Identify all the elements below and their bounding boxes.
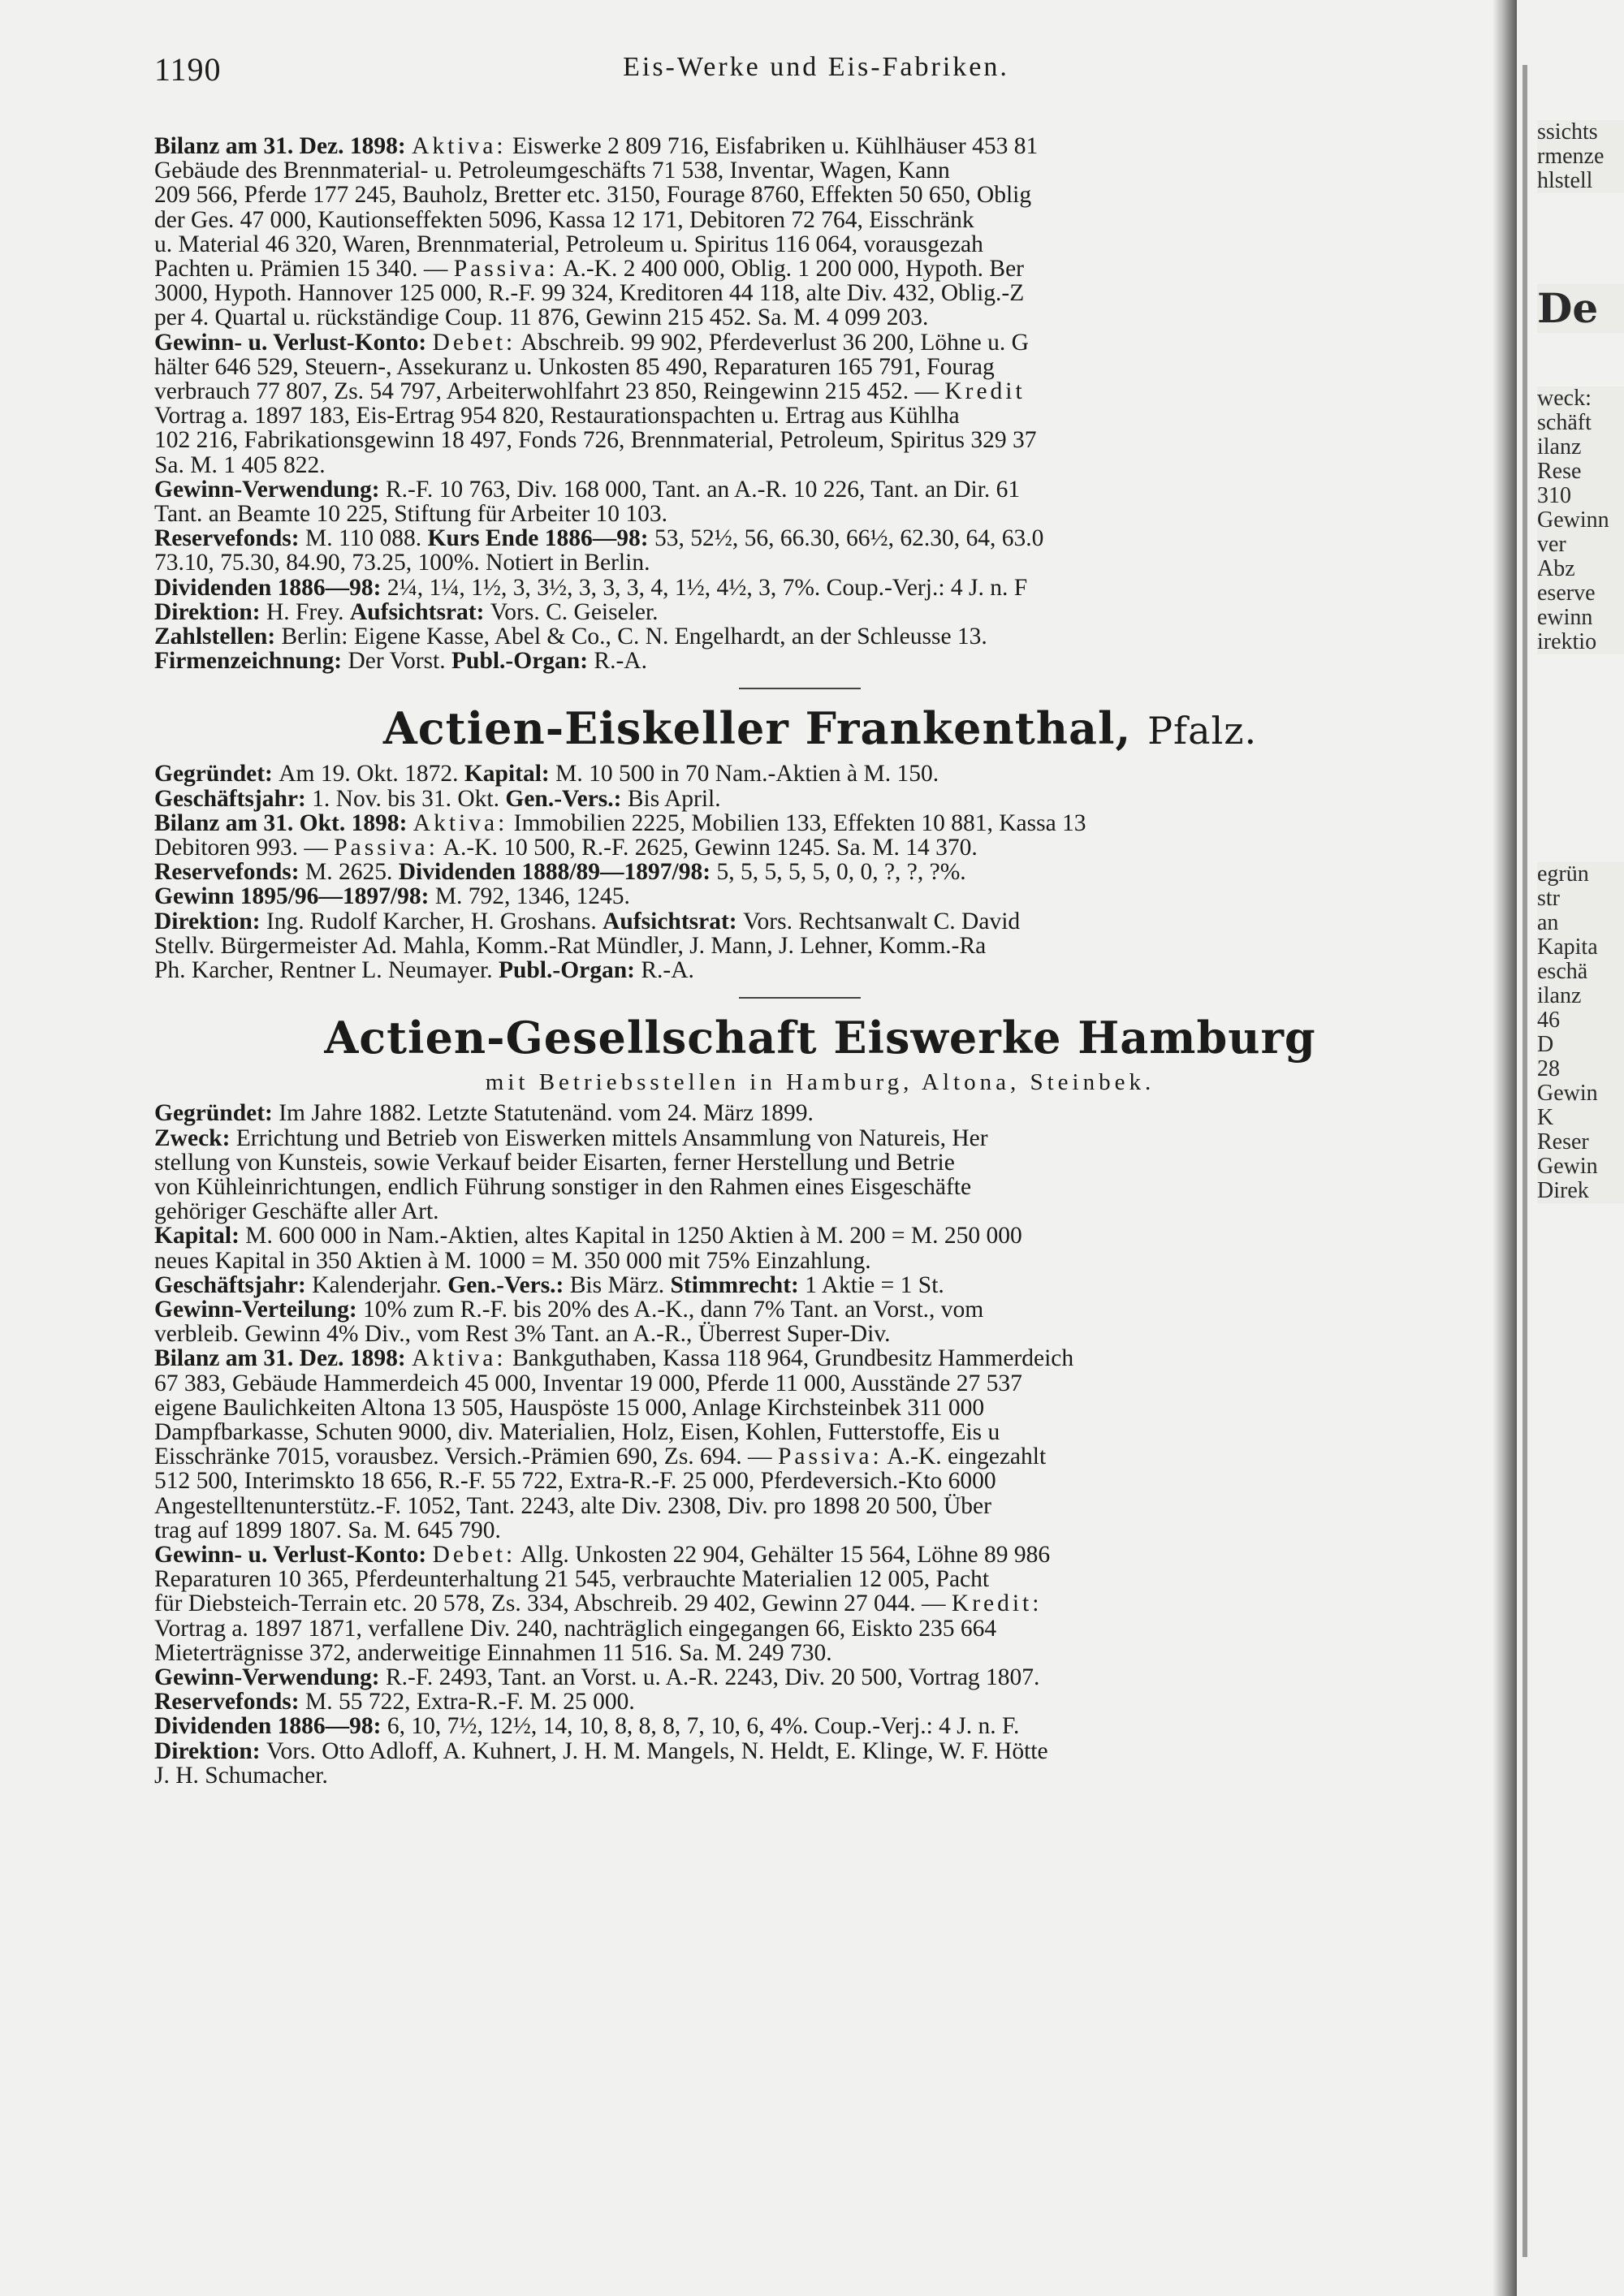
field-value: Bankguthaben, Kassa 118 964, Grundbesitz Hammerdeich [506, 1345, 1074, 1372]
account-label: Debet: [432, 329, 516, 356]
text-line [154, 1273, 1527, 1297]
field-label: Gewinn- u. Verlust-Konto: [154, 1541, 433, 1568]
text-line [154, 526, 1527, 550]
text-line [154, 860, 1527, 884]
text-line [154, 1199, 1527, 1224]
field-value: 2¼, 1¼, 1½, 3, 3½, 3, 3, 3, 4, 1½, 4½, 3, 7%. Coup.-Verj.: 4 J. n. F [387, 574, 1028, 601]
text-line [154, 281, 1527, 305]
page-header [154, 50, 1478, 91]
field-value: per 4. Quartal u. rückständige Coup. 11 876, Gewinn 215 452. Sa. M. 4 099 203. [154, 304, 929, 331]
text-line [154, 1616, 1527, 1641]
field-value: Mieterträgnisse 372, anderweitige Einnahmen 11 516. Sa. M. 249 730. [154, 1639, 832, 1666]
field-value: eigene Baulichkeiten Altona 13 505, Hauspöste 15 000, Anlage Kirchsteinbek 311 000 [154, 1394, 985, 1421]
text-line [154, 404, 1527, 428]
field-value: Reparaturen 10 365, Pferdeunterhaltung 21 545, verbrauchte Materialien 12 005, Pacht [154, 1566, 990, 1593]
field-value: Sa. M. 1 405 822. [154, 451, 326, 478]
page-fold-shadow [1492, 0, 1517, 2296]
field-value: Kalenderjahr. [312, 1271, 448, 1298]
field-label: Gen.-Vers.: [505, 785, 628, 812]
adjacent-page-fragment [1537, 284, 1624, 333]
field-value: Der Vorst. [348, 648, 452, 675]
field-label: Dividenden 1888/89—1897/98: [398, 859, 717, 886]
field-label: Direktion: [154, 598, 266, 625]
text-line [154, 1396, 1527, 1420]
field-value: 1. Nov. bis 31. Okt. [312, 785, 506, 812]
text-line [154, 1224, 1527, 1248]
text-line [154, 1249, 1527, 1273]
text-line [154, 305, 1527, 330]
fragment-line: ewinn [1537, 605, 1593, 630]
field-value: hälter 646 529, Steuern-, Assekuranz u. Unkosten 85 490, Reparaturen 165 791, Fourag [154, 353, 995, 380]
field-value: J. H. Schumacher. [154, 1762, 328, 1789]
text-line [154, 1346, 1527, 1370]
field-value: für Diebsteich-Terrain etc. 20 578, Zs. 334, Abschreib. 29 402, Gewinn 27 044. — [154, 1590, 952, 1617]
field-value: R.-F. 2493, Tant. an Vorst. u. A.-R. 2243, Div. 20 500, Vortrag 1807. [385, 1664, 1040, 1690]
field-value: 67 383, Gebäude Hammerdeich 45 000, Inventar 19 000, Pferde 11 000, Ausstände 27 537 [154, 1370, 1022, 1396]
text-line [154, 958, 1527, 982]
field-label: Gewinn-Verteilung: [154, 1296, 364, 1323]
field-label: Reservefonds: [154, 1689, 305, 1716]
field-label: Gegründet: [154, 1100, 279, 1127]
field-label: Publ.-Organ: [498, 957, 641, 984]
fragment-line: Abz [1537, 556, 1575, 581]
field-label: Gen.-Vers.: [447, 1271, 570, 1298]
field-label: Reservefonds: [154, 525, 305, 552]
field-value: M. 792, 1346, 1245. [434, 883, 630, 910]
field-label: Zahlstellen: [154, 624, 282, 650]
account-label: Aktiva: [412, 133, 507, 159]
text-line [154, 1150, 1527, 1175]
fragment-line: Gewin [1537, 1154, 1598, 1179]
field-label: Gewinn 1895/96—1897/98: [154, 883, 435, 910]
field-value: trag auf 1899 1807. Sa. M. 645 790. [154, 1517, 501, 1543]
field-value: Vors. Rechtsanwalt C. David [743, 908, 1021, 934]
field-value: Vors. C. Geiseler. [490, 598, 659, 625]
field-label: Publ.-Organ: [451, 648, 594, 675]
section-divider [739, 688, 861, 689]
account-label: Kredit: [951, 1590, 1043, 1617]
field-label: Kurs Ende 1886—98: [427, 525, 654, 552]
entry-actien-eiskeller-frankenthal [154, 704, 1527, 982]
fragment-line: rmenze [1537, 144, 1605, 169]
entry-eiswerke-hamburg [154, 1013, 1527, 1788]
company-subtitle: mit Betriebsstellen in Hamburg, Altona, Steinbek. [485, 1069, 1155, 1096]
fragment-heading: De [1537, 284, 1599, 332]
field-value: R.-F. 10 763, Div. 168 000, Tant. an A.-R. 10 226, Tant. an Dir. 61 [385, 476, 1021, 503]
adjacent-page-fragment [1537, 120, 1624, 193]
field-label: Kapital: [154, 1223, 246, 1249]
field-value: Tant. an Beamte 10 225, Stiftung für Arbeiter 10 103. [154, 501, 668, 528]
text-line [154, 1591, 1527, 1616]
field-value: Debitoren 993. — [154, 835, 335, 861]
field-value: Stellv. Bürgermeister Ad. Mahla, Komm.-Rat Mündler, J. Mann, J. Lehner, Komm.-Ra [154, 932, 987, 959]
field-value: M. 2625. [304, 859, 399, 886]
text-line [154, 550, 1527, 575]
entry-lines [154, 1101, 1527, 1788]
field-value: Immobilien 2225, Mobilien 133, Effekten 10 881, Kassa 13 [508, 809, 1086, 836]
field-value: verbrauch 77 807, Zs. 54 797, Arbeiterwohlfahrt 23 850, Reingewinn 215 452. — [154, 378, 945, 405]
field-value: Allg. Unkosten 22 904, Gehälter 15 564, Löhne 89 986 [516, 1541, 1051, 1568]
field-value: 73.10, 75.30, 84.90, 73.25, 100%. Notiert in Berlin. [154, 550, 650, 576]
fragment-line: ver [1537, 532, 1566, 557]
page-number: 1190 [154, 51, 222, 88]
fragment-line: egrün [1537, 862, 1589, 887]
text-line [154, 1763, 1527, 1788]
fragment-line: Rese [1537, 459, 1582, 484]
text-line [154, 624, 1527, 649]
fragment-line: Kapita [1537, 934, 1598, 960]
account-label: Passiva: [453, 256, 559, 283]
entry-lines [154, 134, 1527, 673]
field-value: 53, 52½, 56, 66.30, 66½, 62.30, 64, 63.0 [654, 525, 1044, 552]
field-value: M. 55 722, Extra-R.-F. M. 25 000. [304, 1689, 635, 1716]
text-line [154, 649, 1527, 673]
text-line [154, 232, 1527, 257]
field-value: 3000, Hypoth. Hannover 125 000, R.-F. 99 324, Kreditoren 44 118, alte Div. 432, Oblig.-Z [154, 280, 1025, 307]
field-label: Firmenzeichnung: [154, 648, 348, 675]
text-line [154, 379, 1527, 404]
text-line [154, 1322, 1527, 1346]
fragment-line: eserve [1537, 580, 1596, 606]
account-label: Aktiva: [412, 1345, 507, 1372]
account-label: Debet: [432, 1541, 516, 1568]
text-line [154, 477, 1527, 502]
field-value: Pachten u. Prämien 15 340. — [154, 256, 454, 283]
company-title [154, 704, 1486, 755]
field-value: M. 10 500 in 70 Nam.-Aktien à M. 150. [555, 761, 939, 788]
field-label: Gewinn- u. Verlust-Konto: [154, 329, 433, 356]
adjacent-page-fragment [1537, 386, 1624, 654]
text-line [154, 1420, 1527, 1444]
text-line [154, 787, 1527, 811]
fragment-line: eschä [1537, 959, 1588, 984]
fragment-line: D [1537, 1032, 1554, 1057]
text-line [154, 1175, 1527, 1199]
field-value: Im Jahre 1882. Letzte Statutenänd. vom 24. März 1899. [279, 1100, 814, 1127]
text-line [154, 1690, 1527, 1714]
text-line [154, 600, 1527, 624]
text-line [154, 208, 1527, 232]
text-line [154, 1641, 1527, 1665]
field-label: Bilanz am 31. Dez. 1898: [154, 1345, 412, 1372]
fragment-line: str [1537, 886, 1560, 911]
field-value: 5, 5, 5, 5, 5, 0, 0, ?, ?, ?%. [716, 859, 966, 886]
field-label: Dividenden 1886—98: [154, 574, 387, 601]
field-value: 209 566, Pferde 177 245, Bauholz, Bretter etc. 3150, Fourage 8760, Effekten 50 650, Oblig [154, 182, 1032, 209]
field-value: 102 216, Fabrikationsgewinn 18 497, Fonds 726, Brennmaterial, Petroleum, Spiritus 329 37 [154, 427, 1037, 454]
text-line [154, 1444, 1527, 1469]
fragment-line: K [1537, 1105, 1554, 1130]
text-line [154, 1494, 1527, 1518]
fragment-line: 28 [1537, 1056, 1560, 1081]
field-value: 6, 10, 7½, 12½, 14, 10, 8, 8, 8, 7, 10, 6, 4%. Coup.-Verj.: 4 J. n. F. [387, 1713, 1020, 1740]
text-line [154, 576, 1527, 600]
entry-lines [154, 762, 1527, 982]
fragment-line: weck: [1537, 386, 1592, 411]
entry-berlin-eiswerke [154, 134, 1527, 673]
field-label: Reservefonds: [154, 859, 305, 886]
field-value: Errichtung und Betrieb von Eiswerken mittels Ansammlung von Natureis, Her [235, 1124, 988, 1151]
field-label: Dividenden 1886—98: [154, 1713, 387, 1740]
field-value: stellung von Kunsteis, sowie Verkauf beider Eisarten, ferner Herstellung und Betrie [154, 1149, 955, 1176]
fragment-line: Gewinn [1537, 507, 1609, 533]
field-value: 512 500, Interimskto 18 656, R.-F. 55 722, Extra-R.-F. 25 000, Pferdeversich.-Kto 6000 [154, 1468, 996, 1495]
text-line [154, 1567, 1527, 1591]
fragment-line: 310 [1537, 483, 1571, 508]
account-label: Passiva: [777, 1444, 883, 1470]
fragment-line: Direk [1537, 1178, 1589, 1203]
field-label: Aufsichtsrat: [349, 598, 490, 625]
text-line [154, 502, 1527, 526]
field-value: Bis April. [627, 785, 721, 812]
field-value: Dampfbarkasse, Schuten 9000, div. Materialien, Holz, Eisen, Kohlen, Futterstoffe, Eis u [154, 1418, 1000, 1445]
text-line [154, 1543, 1527, 1567]
field-value: Ph. Karcher, Rentner L. Neumayer. [154, 957, 499, 984]
text-line [154, 330, 1527, 355]
field-label: Direktion: [154, 908, 266, 934]
field-value: 10% zum R.-F. bis 20% des A.-K., dann 7% Tant. an Vorst., vom [363, 1296, 984, 1323]
field-label: Stimmrecht: [670, 1271, 806, 1298]
text-line [154, 1714, 1527, 1738]
text-line [154, 355, 1527, 379]
field-label: Kapital: [464, 761, 556, 788]
binding-edge [1522, 65, 1527, 2257]
running-title: Eis-Werke und Eis-Fabriken. [623, 52, 1009, 82]
field-value: A.-K. 10 500, R.-F. 2625, Gewinn 1245. Sa. M. 14 370. [438, 835, 978, 861]
field-value: der Ges. 47 000, Kautionseffekten 5096, Kassa 12 171, Debitoren 72 764, Eisschränk [154, 206, 974, 233]
field-label: Zweck: [154, 1124, 236, 1151]
adjacent-page-fragment [1537, 862, 1624, 1203]
field-label: Bilanz am 31. Okt. 1898: [154, 809, 413, 836]
text-line [154, 934, 1527, 958]
field-value: gehöriger Geschäfte aller Art. [154, 1198, 439, 1225]
text-line [154, 1739, 1527, 1763]
fragment-line: Reser [1537, 1129, 1589, 1154]
text-line [154, 1126, 1527, 1150]
account-label: Aktiva: [412, 809, 508, 836]
fragment-line: Gewin [1537, 1081, 1598, 1106]
field-value: Am 19. Okt. 1872. [279, 761, 464, 788]
field-value: Berlin: Eigene Kasse, Abel & Co., C. N. Engelhardt, an der Schleusse 13. [281, 624, 987, 650]
field-value: neues Kapital in 350 Aktien à M. 1000 = M. 350 000 mit 75% Einzahlung. [154, 1247, 871, 1274]
field-value: R.-A. [594, 648, 647, 675]
text-line [154, 884, 1527, 908]
text-line [154, 453, 1527, 477]
text-line [154, 257, 1527, 281]
field-label: Gegründet: [154, 761, 279, 788]
text-line [154, 1518, 1527, 1543]
text-line [154, 428, 1527, 452]
text-line [154, 1469, 1527, 1493]
field-label: Aufsichtsrat: [603, 908, 744, 934]
field-label: Bilanz am 31. Dez. 1898: [154, 133, 412, 159]
text-line [154, 909, 1527, 934]
field-label: Geschäftsjahr: [154, 1271, 313, 1298]
text-line [154, 762, 1527, 786]
fragment-line: an [1537, 910, 1559, 935]
text-line [154, 1665, 1527, 1690]
text-line [154, 134, 1527, 158]
field-value: Vortrag a. 1897 183, Eis-Ertrag 954 820, Restaurationspachten u. Ertrag aus Kühlha [154, 403, 960, 429]
fragment-line: ilanz [1537, 434, 1582, 460]
text-line [154, 1371, 1527, 1396]
text-column [154, 134, 1527, 1788]
text-line [154, 1297, 1527, 1322]
fragment-line: hlstell [1537, 168, 1593, 193]
field-value: verbleib. Gewinn 4% Div., vom Rest 3% Tant. an A.-R., Überrest Super-Div. [154, 1321, 891, 1348]
field-value: Angestelltenunterstütz.-F. 1052, Tant. 2243, alte Div. 2308, Div. pro 1898 20 500, Über [154, 1492, 991, 1519]
text-line [154, 158, 1527, 183]
account-label: Passiva: [334, 835, 438, 861]
fragment-line: ssichts [1537, 120, 1598, 145]
field-value: A.-K. 2 400 000, Oblig. 1 200 000, Hypoth. Ber [558, 256, 1024, 283]
field-value: Ing. Rudolf Karcher, H. Groshans. [266, 908, 603, 934]
field-label: Direktion: [154, 1737, 266, 1764]
field-value: R.-A. [641, 957, 694, 984]
text-line [154, 811, 1527, 835]
field-value: Abschreib. 99 902, Pferdeverlust 36 200, Löhne u. G [516, 329, 1029, 356]
text-line [154, 1101, 1527, 1125]
field-value: Eiswerke 2 809 716, Eisfabriken u. Kühlhäuser 453 81 [506, 133, 1039, 159]
field-value: 1 Aktie = 1 St. [805, 1271, 944, 1298]
field-value: Vortrag a. 1897 1871, verfallene Div. 240, nachträglich eingegangen 66, Eiskto 235 664 [154, 1615, 997, 1642]
field-value: Bis März. [569, 1271, 671, 1298]
field-value: H. Frey. [266, 598, 350, 625]
field-value: A.-K. eingezahlt [882, 1444, 1047, 1470]
field-value: Vors. Otto Adloff, A. Kuhnert, J. H. M. Mangels, N. Heldt, E. Klinge, W. F. Hötte [266, 1737, 1048, 1764]
field-label: Geschäftsjahr: [154, 785, 313, 812]
company-name: Actien-Eiskeller Frankenthal, [382, 702, 1132, 755]
field-value: M. 110 088. [304, 525, 428, 552]
fragment-line: ilanz [1537, 983, 1582, 1008]
fragment-line: irektio [1537, 629, 1597, 654]
fragment-line: schäft [1537, 410, 1592, 435]
account-label: Kredit [944, 378, 1026, 405]
field-value: Eisschränke 7015, vorausbez. Versich.-Prämien 690, Zs. 694. — [154, 1444, 778, 1470]
field-value: Gebäude des Brennmaterial- u. Petroleumgeschäfts 71 538, Inventar, Wagen, Kann [154, 158, 950, 184]
field-label: Gewinn-Verwendung: [154, 476, 386, 503]
field-value: von Kühleinrichtungen, endlich Führung sonstiger in den Rahmen eines Eisgeschäfte [154, 1173, 972, 1200]
field-label: Gewinn-Verwendung: [154, 1664, 386, 1690]
fragment-line: 46 [1537, 1008, 1560, 1033]
company-title: Actien-Gesellschaft Eiswerke Hamburg [324, 1012, 1316, 1064]
field-value: u. Material 46 320, Waren, Brennmaterial, Petroleum u. Spiritus 116 064, vorausgezah [154, 231, 983, 257]
field-value: M. 600 000 in Nam.-Aktien, altes Kapital in 1250 Aktien à M. 200 = M. 250 000 [245, 1223, 1022, 1249]
section-divider [739, 997, 861, 999]
text-line [154, 183, 1527, 207]
text-line [154, 835, 1527, 860]
company-location: Pfalz. [1147, 709, 1258, 753]
